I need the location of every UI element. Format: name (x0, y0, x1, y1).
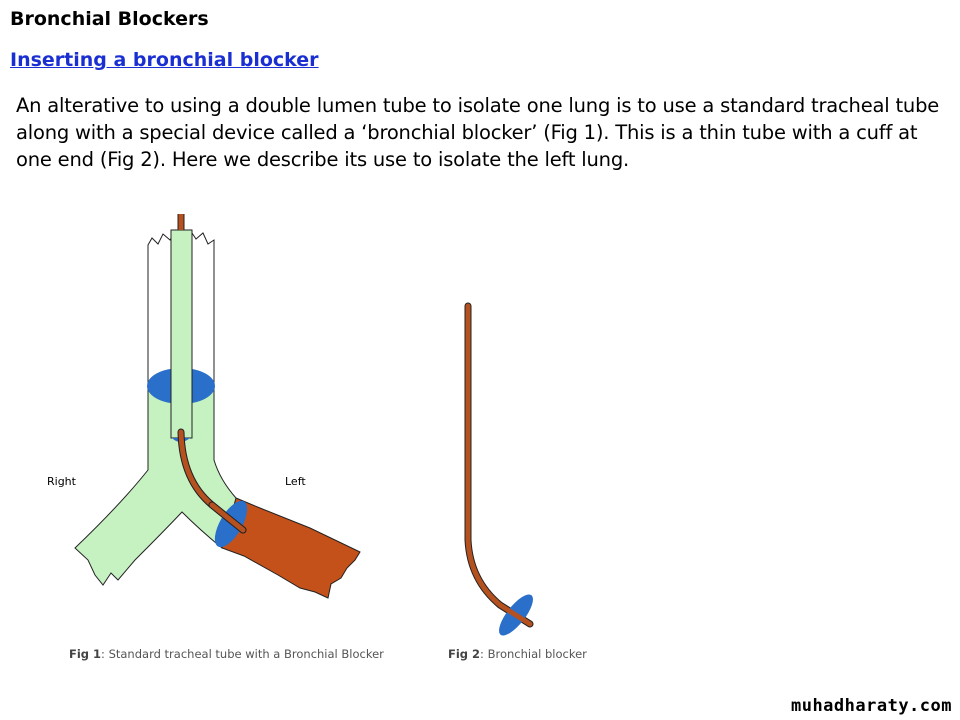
airway-green-body (75, 385, 244, 585)
fig1-label-left: Left (285, 475, 306, 488)
fig2-caption-text: : Bronchial blocker (480, 647, 587, 661)
paragraph-line: one end (Fig 2). Here we describe its use to isolate the left lung. (16, 148, 629, 171)
slide-title: Bronchial Blockers (10, 8, 209, 30)
fig1-label-right: Right (47, 475, 76, 488)
fig1-caption-text: : Standard tracheal tube with a Bronchial Blocker (101, 647, 384, 661)
fig1-trachea-illustration (75, 214, 360, 598)
tracheal-tube (171, 230, 192, 438)
paragraph-line: along with a special device called a ‘bronchial blocker’ (Fig 1). This is a thin tube with a cuff at (16, 121, 918, 144)
section-link-inserting-bronchial-blocker[interactable]: Inserting a bronchial blocker (10, 49, 319, 71)
paragraph-line: An alterative to using a double lumen tube to isolate one lung is to use a standard tracheal tube (16, 94, 940, 117)
fig1-caption-prefix: Fig 1 (69, 647, 102, 661)
footer-brand: muhadharaty.com (790, 696, 952, 716)
fig2-caption-prefix: Fig 2 (448, 647, 481, 661)
fig1-caption (69, 647, 384, 661)
fig2-bronchial-blocker-illustration (468, 306, 538, 640)
fig2-caption (448, 647, 587, 661)
